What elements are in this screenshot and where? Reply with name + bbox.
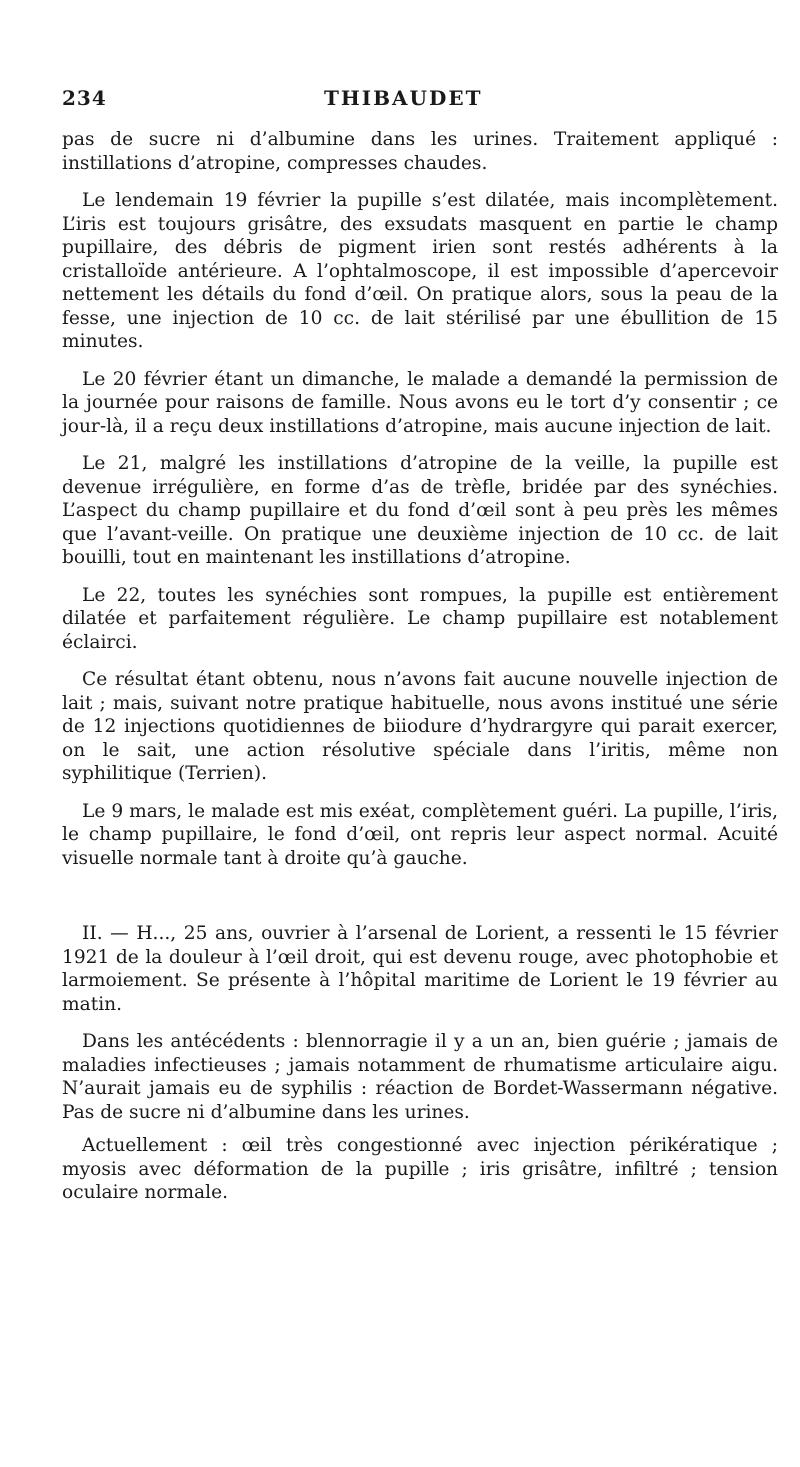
page-header	[62, 86, 762, 116]
body-text	[62, 128, 778, 1219]
paragraph-antecedents: Dans les antécédents : blennorragie il y a un an, bien guérie ; jamais de maladies infectieuses ; jamais notamment de rhumatisme articulaire aigu. N’aurait jamais eu de syphilis : réaction de Bordet-Wassermann négative. Pas de sucre ni d’albumine dans les urines.	[62, 1031, 778, 1123]
paragraph-21: Le 21, malgré les instillations d’atropine de la veille, la pupille est devenue irrégulière, en forme d’as de trèfle, bridée par des synéchies. L’aspect du champ pupillaire et du fond d’œil sont à peu près les mêmes que l’avant-veille. On pratique une deuxième injection de 10 cc. de lait bouilli, tout en maintenant les instillations d’atropine.	[62, 453, 778, 568]
paragraph-9-mars: Le 9 mars, le malade est mis exéat, complètement guéri. La pupille, l’iris, le champ pupillaire, le fond d’œil, ont repris leur aspect normal. Acuité visuelle normale tant à droite qu’à gauche.	[62, 800, 778, 869]
paragraph-resultat: Ce résultat étant obtenu, nous n’avons fait aucune nouvelle injection de lait ; mais, suivant notre pratique habituelle, nous avons institué une série de 12 injections quotidiennes de biiodure d’hydrargyre qui parait exercer, on le sait, une action résolutive spéciale dans l’iritis, même non syphilitique (Terrien).	[62, 669, 778, 784]
paragraph-continuation: pas de sucre ni d’albumine dans les urines. Traitement appliqué : instillations d’atropine, compresses chaudes.	[62, 129, 778, 174]
paragraph-19-fevrier: Le lendemain 19 février la pupille s’est dilatée, mais incomplètement. L’iris est toujours grisâtre, des exsudats masquent en partie le champ pupillaire, des débris de pigment irien sont restés adhérents à la cristalloïde antérieure. A l’ophtalmoscope, il est impossible d’apercevoir nettement les détails du fond d’œil. On pratique alors, sous la peau de la fesse, une injection de 10 cc. de lait stérilisé par une ébullition de 15 minutes.	[62, 190, 778, 352]
section-gap	[62, 884, 778, 922]
paragraph-20-fevrier: Le 20 février étant un dimanche, le malade a demandé la permission de la journée pour raisons de famille. Nous avons eu le tort d’y consentir ; ce jour-là, il a reçu deux instillations d’atropine, mais aucune injection de lait.	[62, 368, 778, 437]
paragraph-case-ii: II. — H..., 25 ans, ouvrier à l’arsenal de Lorient, a ressenti le 15 février 1921 de la douleur à l’œil droit, qui est devenu rouge, avec photophobie et larmoiement. Se présente à l’hôpital maritime de Lorient le 19 février au matin.	[62, 923, 778, 1015]
paragraph-actuellement: Actuellement : œil très congestionné avec injection périkératique ; myosis avec déformation de la pupille ; iris grisâtre, infiltré ; tension oculaire normale.	[62, 1135, 778, 1203]
running-title: THIBAUDET	[324, 86, 483, 110]
paragraph-22: Le 22, toutes les synéchies sont rompues, la pupille est entièrement dilatée et parfaitement régulière. Le champ pupillaire est notablement éclairci.	[62, 584, 778, 653]
page-number: 234	[62, 86, 107, 110]
